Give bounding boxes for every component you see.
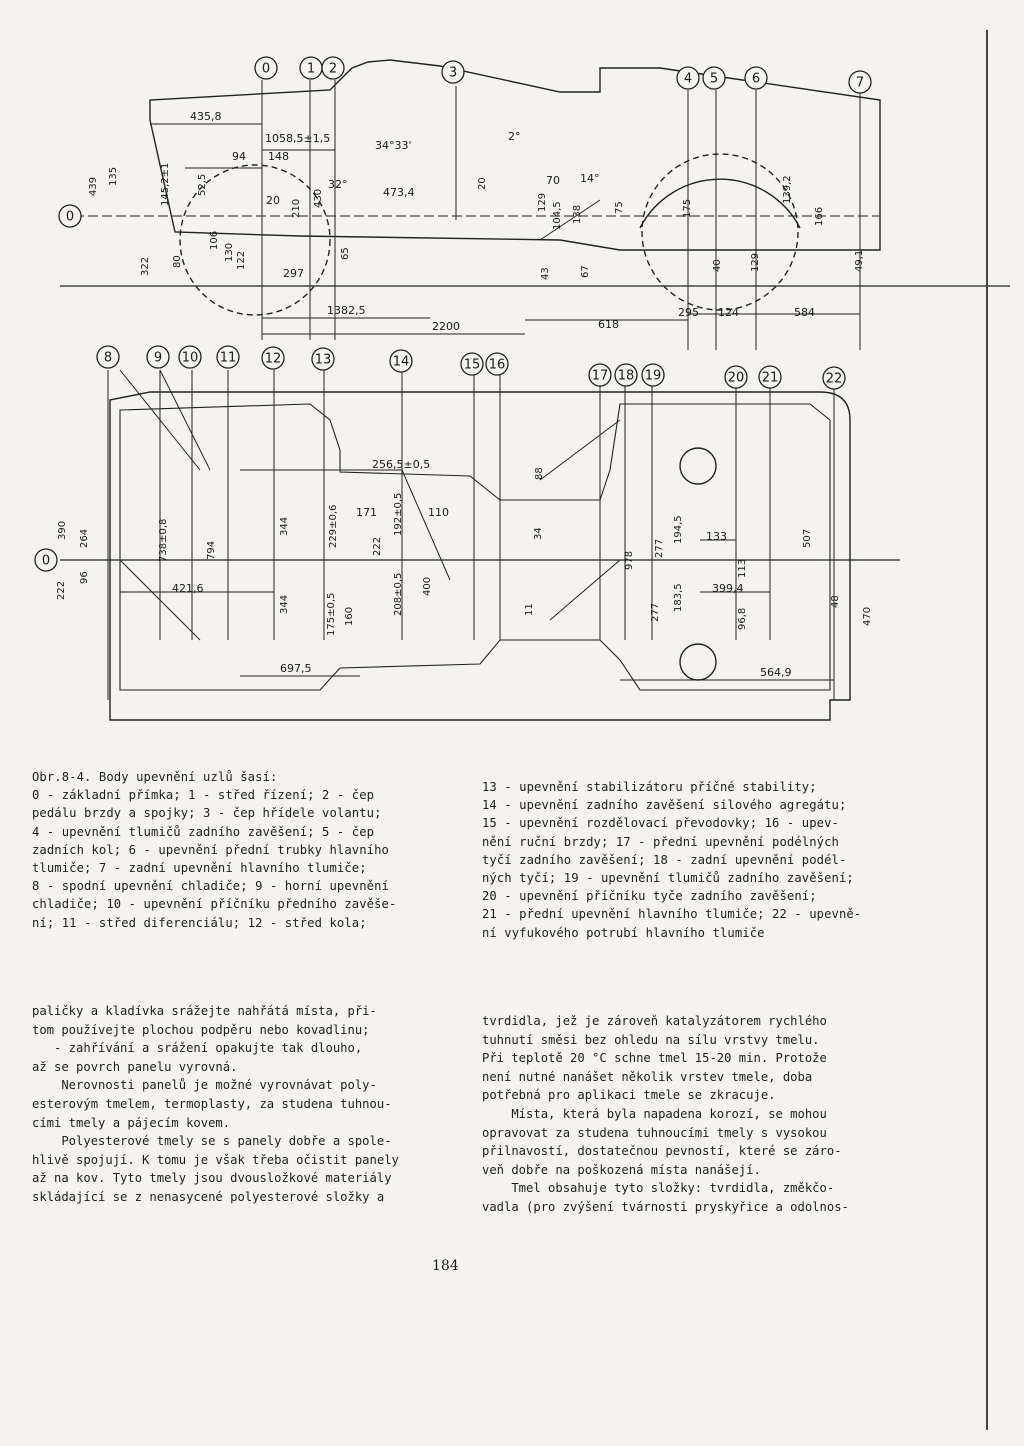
- body-line: přilnavostí, dostatečnou pevností, které se záro-: [482, 1144, 842, 1159]
- dimension-label: 400: [422, 576, 433, 596]
- svg-text:18: 18: [617, 368, 635, 384]
- point-marker: [677, 67, 699, 89]
- point-marker: [725, 366, 747, 388]
- dimension-label: 14°: [580, 172, 600, 185]
- dimension-label: 2200: [432, 320, 460, 333]
- svg-text:16: 16: [488, 357, 506, 373]
- dimension-label: 229±0,6: [328, 504, 339, 548]
- caption-line: 20 - upevnění příčníku tyče zadního zavěšení;: [482, 889, 817, 904]
- body-line: cími tmely a pájecím kovem.: [32, 1115, 231, 1130]
- svg-text:8: 8: [103, 350, 113, 366]
- point-marker: [97, 346, 119, 368]
- caption-line: 21 - přední upevnění hlavního tlumiče; 22 - upevně-: [482, 907, 862, 922]
- dimension-label: 297: [283, 267, 304, 280]
- body-text-right: [482, 1012, 849, 1217]
- dimension-label: 421,6: [172, 582, 204, 595]
- dimension-label: 34°33': [375, 139, 412, 152]
- dimension-label: 43: [540, 267, 551, 280]
- dimension-label: 322: [140, 256, 151, 276]
- body-line: až se povrch panelu vyrovná.: [32, 1059, 238, 1074]
- dimension-label: 145,2±1: [160, 162, 171, 206]
- caption-line: nění ruční brzdy; 17 - přední upevnění podélných: [482, 834, 839, 849]
- dimension-label: 344: [279, 516, 290, 536]
- dimension-label: 222: [372, 536, 383, 556]
- svg-text:12: 12: [264, 351, 282, 367]
- dimension-label: 183,5: [673, 583, 684, 612]
- dimension-label: 20: [477, 177, 488, 190]
- body-line: hlivě spojují. K tomu je však třeba očistit panely: [32, 1152, 399, 1167]
- point-marker: [255, 57, 277, 79]
- dimension-label: 96: [79, 571, 90, 584]
- caption-line: pedálu brzdy a spojky; 3 - čep hřídele volantu;: [32, 806, 382, 821]
- dimension-label: 171: [356, 506, 377, 519]
- dimension-label: 222: [56, 580, 67, 600]
- dimension-label: 1382,5: [327, 304, 366, 317]
- mount-hole-bottom: [680, 644, 716, 680]
- caption-line: 13 - upevnění stabilizátoru příčné stability;: [482, 780, 817, 794]
- svg-text:9: 9: [153, 350, 163, 366]
- caption-line: tlumiče; 7 - zadní upevnění hlavního tlumiče;: [32, 861, 367, 876]
- svg-text:17: 17: [591, 368, 609, 384]
- body-text-left: [32, 1002, 399, 1207]
- dimension-label: 473,4: [383, 186, 415, 199]
- dimension-label: 295: [678, 306, 699, 319]
- body-line: esterovým tmelem, termoplasty, za studena tuhnou-: [32, 1096, 392, 1111]
- dimension-label: 470: [862, 606, 873, 626]
- svg-text:11: 11: [219, 350, 237, 366]
- dimension-label: 192±0,5: [393, 492, 404, 536]
- dimension-label: 564,9: [760, 666, 792, 679]
- svg-text:20: 20: [727, 370, 745, 386]
- markers-mid: [97, 346, 845, 389]
- caption-line: 8 - spodní upevnění chladiče; 9 - horní upevnění: [32, 879, 389, 894]
- dimension-label: 67: [580, 265, 591, 278]
- dimension-label: 2°: [508, 130, 521, 143]
- point-marker: [35, 549, 57, 571]
- svg-text:0: 0: [41, 553, 51, 569]
- dimension-label: 48: [830, 595, 841, 608]
- dimension-label: 65: [340, 247, 351, 260]
- svg-text:5: 5: [709, 71, 719, 87]
- point-marker: [745, 67, 767, 89]
- point-marker: [147, 346, 169, 368]
- point-marker: [217, 346, 239, 368]
- dimension-label: 75: [614, 201, 625, 214]
- dimension-label: 88: [534, 467, 545, 480]
- dimension-label: 175: [682, 198, 693, 218]
- caption-line: 15 - upevnění rozdělovací převodovky; 16 - upev-: [482, 816, 839, 831]
- dimension-label: 138: [572, 204, 583, 224]
- svg-text:13: 13: [314, 352, 332, 368]
- body-line: vadla (pro zvýšení tvárnosti pryskyřice a odolnos-: [482, 1199, 849, 1214]
- dimension-label: 794: [206, 540, 217, 560]
- dimension-label: 104,5: [552, 201, 563, 230]
- body-line: až na kov. Tyto tmely jsou dvousložkové materiály: [32, 1171, 392, 1186]
- dimension-label: 208±0,5: [393, 572, 404, 616]
- point-marker: [262, 347, 284, 369]
- dimension-label: 1058,5±1,5: [265, 132, 331, 145]
- svg-text:2: 2: [328, 61, 338, 77]
- dimension-label: 430: [313, 188, 324, 208]
- dimension-label: 96,8: [737, 607, 748, 630]
- dimension-label: 52,5: [197, 173, 208, 196]
- dimension-label: 40: [712, 259, 723, 272]
- caption-line: ní vyfukového potrubí hlavního tlumiče: [482, 925, 765, 940]
- body-line: Místa, která byla napadena korozí, se mohou: [482, 1106, 827, 1121]
- svg-text:22: 22: [825, 371, 843, 387]
- body-line: Nerovnosti panelů je možné vyrovnávat poly-: [32, 1078, 377, 1093]
- svg-text:19: 19: [644, 368, 662, 384]
- floor-plan-outline: [110, 392, 850, 720]
- dimension-label: 139,2: [782, 175, 793, 204]
- dimension-label: 507: [802, 528, 813, 548]
- dimension-label: 618: [598, 318, 619, 331]
- body-line: není nutné nanášet několik vrstev tmele, doba: [482, 1069, 813, 1084]
- dimension-label: 584: [794, 306, 815, 319]
- dimension-label: 11: [524, 603, 535, 616]
- dimension-label: 34: [533, 527, 544, 540]
- dimension-label: 129: [750, 252, 761, 272]
- dimension-label: 399,4: [712, 582, 744, 595]
- body-line: Tmel obsahuje tyto složky: tvrdidla, změkčo-: [482, 1181, 835, 1196]
- dimension-label: 277: [650, 602, 661, 622]
- rear-wheel-arch: [640, 179, 800, 228]
- dimension-label: 148: [268, 150, 289, 163]
- dimension-label: 49,1: [854, 249, 865, 272]
- dimension-label: 390: [57, 520, 68, 540]
- body-line: veň dobře na poškozená místa nanášejí.: [482, 1162, 761, 1177]
- svg-text:0: 0: [65, 209, 75, 225]
- page-edge-rule: [986, 30, 988, 1430]
- body-line: Polyesterové tmely se s panely dobře a spole-: [32, 1134, 392, 1149]
- dimension-label: 130: [224, 242, 235, 262]
- point-marker: [390, 350, 412, 372]
- point-marker: [461, 353, 483, 375]
- figure-caption-left: [32, 768, 396, 932]
- svg-text:15: 15: [463, 357, 481, 373]
- dimension-label: 978: [624, 550, 635, 570]
- caption-line: ní; 11 - střed diferenciálu; 12 - střed kola;: [32, 915, 367, 930]
- dimension-label: 133: [706, 530, 727, 543]
- body-line: Při teplotě 20 °C schne tmel 15-20 min. Protože: [482, 1051, 827, 1066]
- body-line: tvrdidla, jež je zároveň katalyzátorem rychlého: [482, 1014, 827, 1028]
- svg-text:6: 6: [751, 71, 761, 87]
- caption-line: ných tyčí; 19 - upevnění tlumičů zadního zavěšení;: [482, 871, 854, 886]
- svg-text:14: 14: [392, 354, 410, 370]
- point-marker: [642, 364, 664, 386]
- dimension-label: 70: [546, 174, 560, 187]
- dimension-label: 264: [79, 528, 90, 548]
- side-profile-outline: [150, 60, 880, 250]
- body-line: tom používejte plochou podpěru nebo kovadlinu;: [32, 1022, 370, 1037]
- dimension-label: 135: [108, 166, 119, 186]
- dimension-label: 129: [537, 192, 548, 212]
- svg-text:1: 1: [306, 61, 316, 77]
- dimension-label: 122: [236, 250, 247, 270]
- svg-text:4: 4: [683, 71, 693, 87]
- dimension-label: 435,8: [190, 110, 222, 123]
- point-marker: [849, 71, 871, 93]
- dimension-label: 110: [428, 506, 449, 519]
- body-line: skládající se z nenasycené polyesterové složky a: [32, 1189, 385, 1204]
- point-marker: [442, 61, 464, 83]
- body-line: - zahřívání a srážení opakujte tak dlouho,: [32, 1041, 363, 1056]
- point-marker: [312, 348, 334, 370]
- svg-text:21: 21: [761, 370, 779, 386]
- point-marker: [322, 57, 344, 79]
- dimension-label: 344: [279, 594, 290, 614]
- svg-text:7: 7: [855, 75, 865, 91]
- svg-text:10: 10: [181, 350, 199, 366]
- dimension-label: 80: [172, 255, 183, 268]
- dimension-label: 175±0,5: [326, 592, 337, 636]
- dimension-label: 210: [291, 198, 302, 218]
- body-line: opravovat za studena tuhnoucími tmely s vysokou: [482, 1125, 827, 1140]
- dimension-label: 256,5±0,5: [372, 458, 431, 471]
- dimension-label: 106: [209, 230, 220, 250]
- dimension-label: 160: [344, 606, 355, 626]
- caption-line: 14 - upevnění zadního zavěšení silového agregátu;: [482, 798, 847, 813]
- dimension-label: 697,5: [280, 662, 312, 675]
- dimension-label: 94: [232, 150, 246, 163]
- figure-caption-right: [482, 778, 861, 942]
- caption-line: tyčí zadního zavěšení; 18 - zadní upevnění podél-: [482, 852, 847, 867]
- svg-text:3: 3: [448, 65, 458, 81]
- body-line: tuhnutí směsi bez ohledu na sílu vrstvy tmelu.: [482, 1032, 820, 1047]
- point-marker: [823, 367, 845, 389]
- page-number: 184: [432, 1258, 459, 1274]
- point-marker: [59, 205, 81, 227]
- point-marker: [179, 346, 201, 368]
- zero-markers: [35, 205, 81, 571]
- dimension-label: 124: [718, 306, 739, 319]
- dimension-label: 277: [654, 538, 665, 558]
- caption-line: 4 - upevnění tlumičů zadního zavěšení; 5 - čep: [32, 824, 375, 839]
- dimension-label: 113: [737, 558, 748, 578]
- dimension-label: 20: [266, 194, 280, 207]
- point-marker: [300, 57, 322, 79]
- markers-top: [255, 57, 871, 93]
- caption-line: 0 - základní přímka; 1 - střed řízení; 2 - čep: [32, 788, 375, 803]
- point-marker: [486, 353, 508, 375]
- dimension-label: 166: [814, 206, 825, 226]
- dimension-label: 439: [88, 176, 99, 196]
- caption-line: chladiče; 10 - upevnění příčníku předního zavěše-: [32, 897, 397, 912]
- body-line: potřebná pro aplikaci tmele se zkracuje.: [482, 1088, 776, 1103]
- dimension-label: 32°: [328, 178, 348, 191]
- svg-text:0: 0: [261, 61, 271, 77]
- dimension-label: 194,5: [673, 515, 684, 544]
- point-marker: [759, 366, 781, 388]
- dimension-label: 738±0,8: [158, 518, 169, 562]
- point-marker: [615, 364, 637, 386]
- dimension-labels: [56, 110, 873, 679]
- point-marker: [703, 67, 725, 89]
- mount-hole-top: [680, 448, 716, 484]
- point-marker: [589, 364, 611, 386]
- caption-line: zadních kol; 6 - upevnění přední trubky hlavního: [32, 842, 389, 857]
- caption-line: Obr.8-4. Body upevnění uzlů šasí:: [32, 770, 278, 784]
- body-line: paličky a kladívka srážejte nahřátá místa, při-: [32, 1004, 377, 1018]
